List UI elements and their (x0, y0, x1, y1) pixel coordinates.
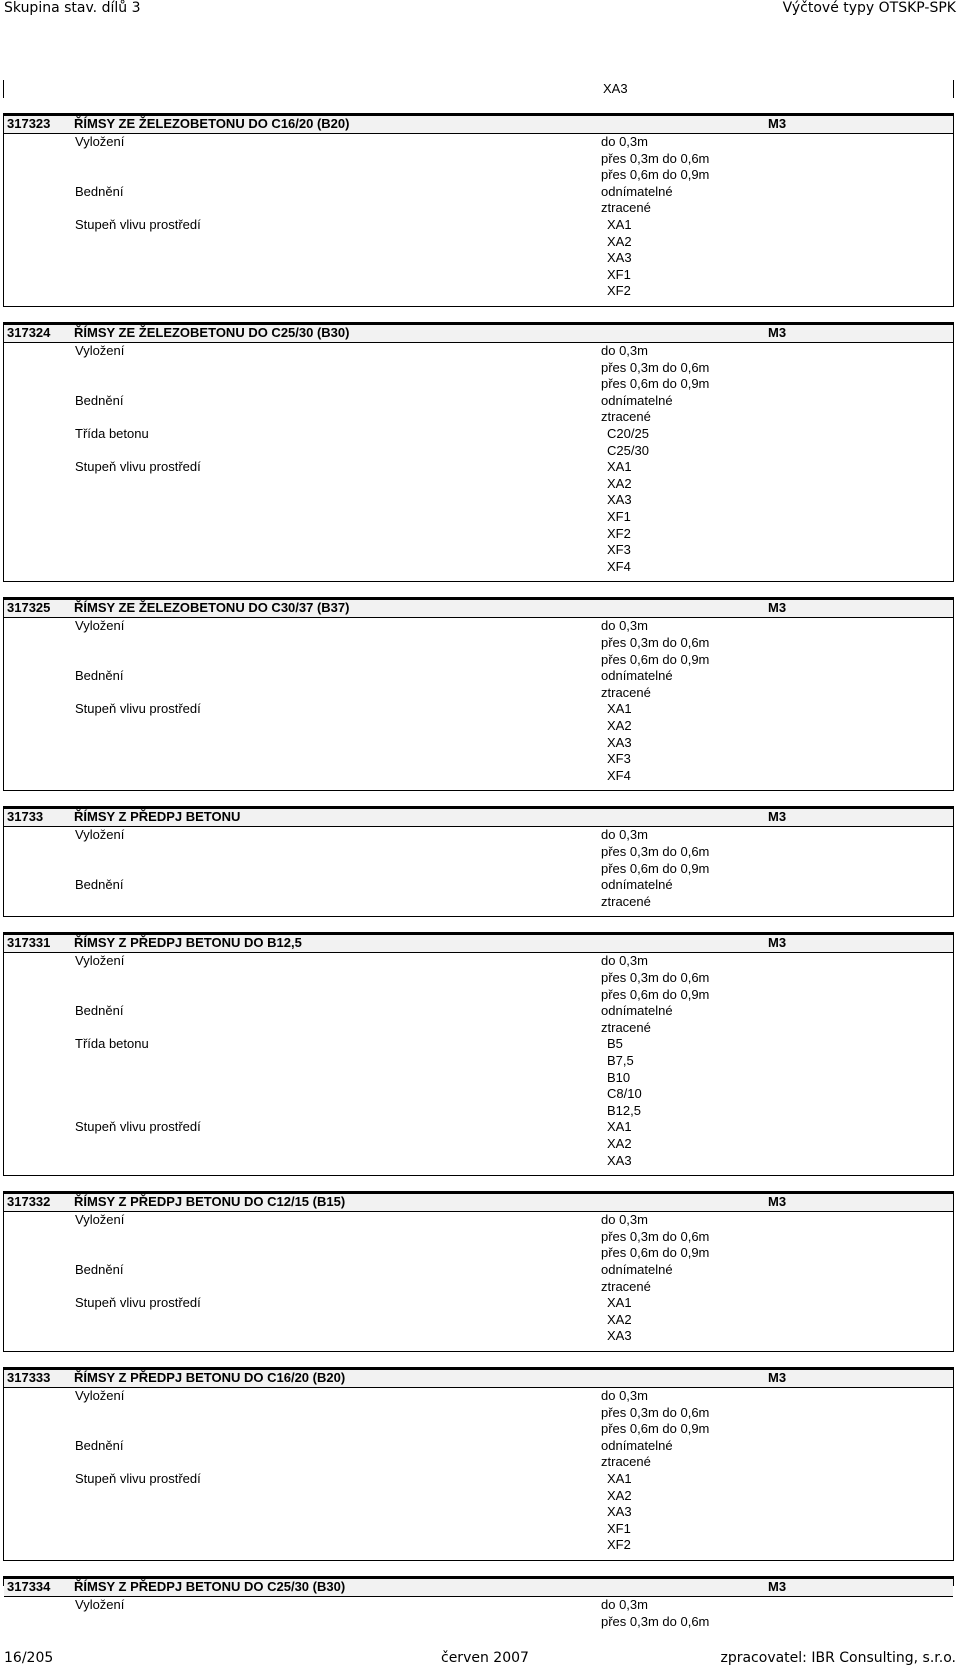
param-value: do 0,3m (601, 134, 648, 149)
param-value: přes 0,3m do 0,6m (601, 843, 710, 859)
param-value: přes 0,6m do 0,9m (601, 1245, 710, 1261)
param-value: B10 (607, 1069, 631, 1085)
param-label: Vyložení (75, 134, 125, 149)
param-value: XF2 (607, 283, 631, 299)
param-value: XF1 (607, 509, 631, 524)
param-label: Stupeň vlivu prostředí (75, 217, 201, 232)
param-value: ztracené (601, 684, 651, 700)
item-code: 317331 (7, 935, 51, 951)
item-header-row (4, 113, 953, 134)
param-value: přes 0,6m do 0,9m (601, 1421, 710, 1437)
param-label: Vyložení (75, 1388, 125, 1403)
param-value: ztracené (601, 893, 651, 909)
param-label: Stupeň vlivu prostředí (75, 1119, 201, 1135)
param-value: XA1 (607, 459, 632, 475)
param-label: Třída betonu (75, 426, 149, 441)
param-value: XF2 (607, 1537, 631, 1553)
item-code: 317332 (7, 1194, 51, 1210)
item-unit: M3 (768, 935, 787, 951)
param-label: Bednění (75, 392, 124, 408)
param-value: XA1 (607, 217, 632, 232)
param-value: do 0,3m (601, 1597, 648, 1612)
param-value: přes 0,6m do 0,9m (601, 167, 710, 183)
param-value: do 0,3m (601, 618, 648, 634)
param-value: odnímatelné (601, 392, 673, 408)
param-value: XA3 (607, 492, 632, 508)
item-header-row (4, 597, 953, 618)
param-value: B5 (607, 1036, 623, 1052)
param-value: do 0,3m (601, 953, 648, 969)
param-value: XA1 (607, 1471, 632, 1486)
param-label: Vyložení (75, 827, 125, 843)
item-block (3, 806, 954, 917)
param-value: přes 0,3m do 0,6m (601, 1228, 710, 1244)
param-label: Stupeň vlivu prostředí (75, 1295, 201, 1311)
item-unit: M3 (768, 809, 787, 825)
param-label: Vyložení (75, 1597, 125, 1612)
param-value: XA3 (607, 734, 632, 750)
param-value: XF3 (607, 751, 631, 767)
item-code: 31733 (7, 809, 44, 825)
param-label: Třída betonu (75, 1036, 149, 1052)
page-header-right: Výčtové typy OTSKP-SPK (782, 0, 956, 16)
carryover-row (3, 80, 954, 98)
param-value: XA2 (607, 1135, 632, 1151)
param-value: ztracené (601, 200, 651, 216)
param-label: Vyložení (75, 953, 125, 969)
item-unit: M3 (768, 1579, 787, 1594)
param-value: XA2 (607, 475, 632, 491)
param-label: Stupeň vlivu prostředí (75, 459, 201, 475)
param-value: XF2 (607, 525, 631, 541)
param-value: XA3 (607, 1328, 632, 1344)
item-unit: M3 (768, 1370, 787, 1385)
param-value: XA2 (607, 233, 632, 249)
item-unit: M3 (768, 600, 787, 616)
item-code: 317333 (7, 1370, 51, 1385)
param-value: odnímatelné (601, 1261, 673, 1277)
param-value: odnímatelné (601, 1437, 673, 1453)
param-value: odnímatelné (601, 183, 673, 199)
param-label: Vyložení (75, 1212, 125, 1228)
item-header-row (4, 322, 953, 343)
param-value: přes 0,3m do 0,6m (601, 634, 710, 650)
param-value: přes 0,6m do 0,9m (601, 651, 710, 667)
param-label: Bednění (75, 1003, 124, 1019)
item-header-row (4, 1576, 953, 1597)
param-label: Vyložení (75, 618, 125, 634)
item-code: 317334 (7, 1579, 51, 1594)
footer-date: červen 2007 (441, 1650, 529, 1666)
param-value: přes 0,3m do 0,6m (601, 969, 710, 985)
param-value: XA1 (607, 1295, 632, 1311)
carryover-value: XA3 (603, 81, 628, 96)
param-value: C20/25 (607, 426, 649, 441)
item-header-row (4, 806, 953, 827)
item-title: ŘÍMSY ZE ŽELEZOBETONU DO C25/30 (B30) (74, 325, 350, 340)
param-value: do 0,3m (601, 1388, 648, 1403)
item-unit: M3 (768, 1194, 787, 1210)
item-code: 317324 (7, 325, 51, 340)
param-value: XF1 (607, 1520, 631, 1536)
item-header-row (4, 1367, 953, 1388)
item-block (3, 597, 954, 791)
param-value: XA1 (607, 1119, 632, 1135)
param-value: přes 0,6m do 0,9m (601, 986, 710, 1002)
param-value: přes 0,3m do 0,6m (601, 359, 710, 375)
param-value: ztracené (601, 1278, 651, 1294)
param-label: Bednění (75, 1437, 124, 1453)
param-value: XA3 (607, 250, 632, 266)
param-label: Bednění (75, 668, 124, 684)
item-unit: M3 (768, 116, 787, 131)
param-label: Bednění (75, 877, 124, 893)
page-number: 16/205 (4, 1650, 54, 1666)
item-title: ŘÍMSY ZE ŽELEZOBETONU DO C16/20 (B20) (74, 116, 350, 131)
param-value: do 0,3m (601, 827, 648, 843)
footer-author: zpracovatel: IBR Consulting, s.r.o. (720, 1650, 956, 1666)
item-block (3, 1367, 954, 1561)
param-value: přes 0,6m do 0,9m (601, 860, 710, 876)
param-label: Vyložení (75, 343, 125, 358)
param-value: přes 0,3m do 0,6m (601, 1613, 710, 1629)
param-value: ztracené (601, 409, 651, 425)
item-title: ŘÍMSY ZE ŽELEZOBETONU DO C30/37 (B37) (74, 600, 350, 616)
param-value: C8/10 (607, 1086, 642, 1102)
item-block (3, 322, 954, 582)
param-value: přes 0,3m do 0,6m (601, 150, 710, 166)
param-value: ztracené (601, 1454, 651, 1470)
param-label: Stupeň vlivu prostředí (75, 1471, 201, 1486)
param-value: XA2 (607, 717, 632, 733)
param-value: odnímatelné (601, 1003, 673, 1019)
param-value: do 0,3m (601, 1212, 648, 1228)
page-header-left: Skupina stav. dílů 3 (4, 0, 141, 16)
item-code: 317323 (7, 116, 51, 131)
param-value: XF3 (607, 542, 631, 558)
param-label: Stupeň vlivu prostředí (75, 701, 201, 717)
item-title: ŘÍMSY Z PŘEDPJ BETONU (74, 809, 241, 825)
param-value: přes 0,6m do 0,9m (601, 376, 710, 392)
item-block (3, 932, 954, 1176)
item-header-row (4, 1191, 953, 1212)
param-value: XA3 (607, 1504, 632, 1520)
item-title: ŘÍMSY Z PŘEDPJ BETONU DO C16/20 (B20) (74, 1370, 346, 1385)
param-value: odnímatelné (601, 877, 673, 893)
param-value: C25/30 (607, 442, 649, 458)
param-value: XA3 (607, 1152, 632, 1168)
param-value: do 0,3m (601, 343, 648, 358)
item-code: 317325 (7, 600, 51, 616)
item-title: ŘÍMSY Z PŘEDPJ BETONU DO C25/30 (B30) (74, 1579, 346, 1594)
param-value: B12,5 (607, 1102, 641, 1118)
param-value: XA1 (607, 701, 632, 717)
item-header-row (4, 932, 953, 953)
item-block (3, 113, 954, 307)
param-value: XA2 (607, 1311, 632, 1327)
param-value: odnímatelné (601, 668, 673, 684)
param-label: Bednění (75, 183, 124, 199)
param-value: XA2 (607, 1487, 632, 1503)
item-title: ŘÍMSY Z PŘEDPJ BETONU DO C12/15 (B15) (74, 1194, 346, 1210)
item-block (3, 1576, 954, 1629)
param-value: B7,5 (607, 1052, 634, 1068)
param-value: XF1 (607, 266, 631, 282)
item-title: ŘÍMSY Z PŘEDPJ BETONU DO B12,5 (74, 935, 302, 951)
item-unit: M3 (768, 325, 787, 340)
param-value: přes 0,3m do 0,6m (601, 1404, 710, 1420)
param-label: Bednění (75, 1261, 124, 1277)
item-block (3, 1191, 954, 1352)
param-value: ztracené (601, 1019, 651, 1035)
param-value: XF4 (607, 558, 631, 574)
param-value: XF4 (607, 767, 631, 783)
